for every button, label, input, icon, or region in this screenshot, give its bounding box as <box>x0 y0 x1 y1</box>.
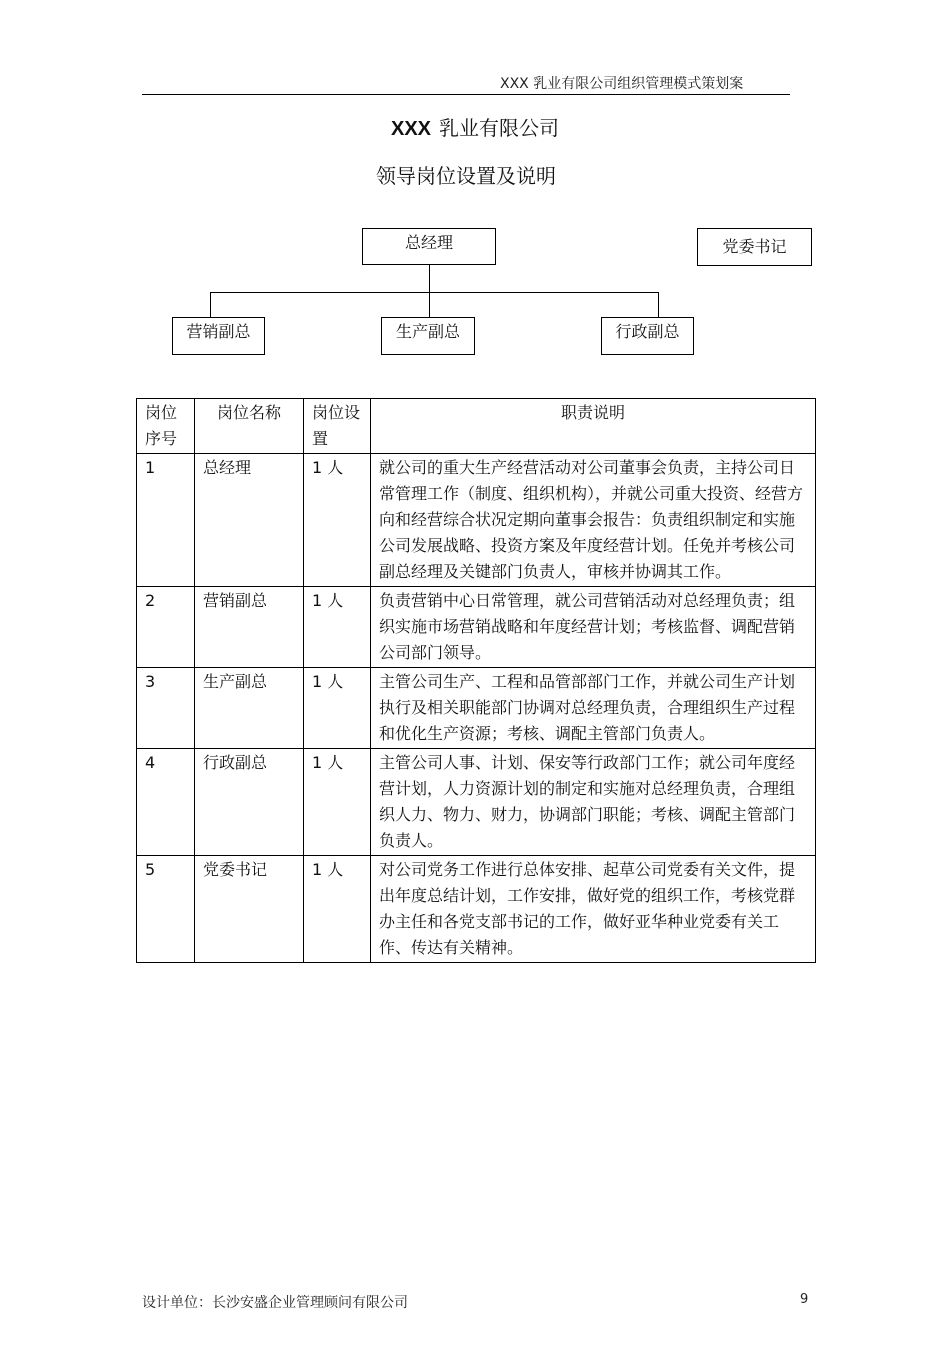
cell-duty: 主管公司生产、工程和品管部部门工作，并就公司生产计划执行及相关职能部门协调对总经理负责，合理组织生产过程和优化生产资源；考核、调配主管部门负责人。 <box>371 668 816 749</box>
table-row <box>137 454 816 587</box>
cell-name: 党委书记 <box>195 856 304 963</box>
table-row <box>137 749 816 856</box>
cell-no: 5 <box>137 856 195 963</box>
header-position-count: 岗位设置 <box>304 399 371 454</box>
org-connector-trunk <box>429 265 430 292</box>
cell-count: 1 人 <box>304 454 371 587</box>
org-box-production-vp: 生产副总 <box>381 317 475 355</box>
org-box-marketing-vp: 营销副总 <box>172 317 265 355</box>
page-subtitle: 领导岗位设置及说明 <box>376 164 556 188</box>
org-connector-left <box>210 292 211 317</box>
cell-no: 3 <box>137 668 195 749</box>
table-row <box>137 668 816 749</box>
cell-no: 4 <box>137 749 195 856</box>
cell-name: 生产副总 <box>195 668 304 749</box>
org-box-party-secretary: 党委书记 <box>697 228 812 266</box>
duties-table <box>136 398 816 963</box>
cell-name: 营销副总 <box>195 587 304 668</box>
table-row <box>137 856 816 963</box>
header-duty: 职责说明 <box>371 399 816 454</box>
cell-count: 1 人 <box>304 587 371 668</box>
cell-count: 1 人 <box>304 856 371 963</box>
cell-duty: 就公司的重大生产经营活动对公司董事会负责，主持公司日常管理工作（制度、组织机构），并就公司重大投资、经营方向和经营综合状况定期向董事会报告：负责组织制定和实施公司发展战略、投资方案及年度经营计划。任免并考核公司副总经理及关键部门负责人，审核并协调其工作。 <box>371 454 816 587</box>
cell-no: 1 <box>137 454 195 587</box>
page-number: 9 <box>800 1292 809 1307</box>
cell-duty: 主管公司人事、计划、保安等行政部门工作；就公司年度经营计划，人力资源计划的制定和实施对总经理负责，合理组织人力、物力、财力，协调部门职能；考核、调配主管部门负责人。 <box>371 749 816 856</box>
running-header: XXX 乳业有限公司组织管理模式策划案 <box>500 76 744 92</box>
footer-designer: 设计单位：长沙安盛企业管理顾问有限公司 <box>142 1295 408 1311</box>
org-connector-right <box>658 292 659 317</box>
org-box-admin-vp: 行政副总 <box>601 317 694 355</box>
org-box-general-manager: 总经理 <box>362 228 496 265</box>
cell-duty: 负责营销中心日常管理，就公司营销活动对总经理负责；组织实施市场营销战略和年度经营计划；考核监督、调配营销公司部门领导。 <box>371 587 816 668</box>
cell-no: 2 <box>137 587 195 668</box>
company-title-rest: 乳业有限公司 <box>439 116 560 140</box>
header-position-name: 岗位名称 <box>195 399 304 454</box>
cell-duty: 对公司党务工作进行总体安排、起草公司党委有关文件，提出年度总结计划，工作安排，做好党的组织工作，考核党群办主任和各党支部书记的工作，做好亚华种业党委有关工作、传达有关精神。 <box>371 856 816 963</box>
cell-name: 行政副总 <box>195 749 304 856</box>
header-rule <box>142 94 790 95</box>
header-position-no: 岗位序号 <box>137 399 195 454</box>
company-title-bold: XXX <box>390 118 432 140</box>
org-connector-mid <box>429 292 430 317</box>
table-header-row <box>137 399 816 454</box>
cell-name: 总经理 <box>195 454 304 587</box>
cell-count: 1 人 <box>304 668 371 749</box>
table-row <box>137 587 816 668</box>
cell-count: 1 人 <box>304 749 371 856</box>
company-title <box>0 112 950 141</box>
org-connector-bar <box>210 292 659 293</box>
